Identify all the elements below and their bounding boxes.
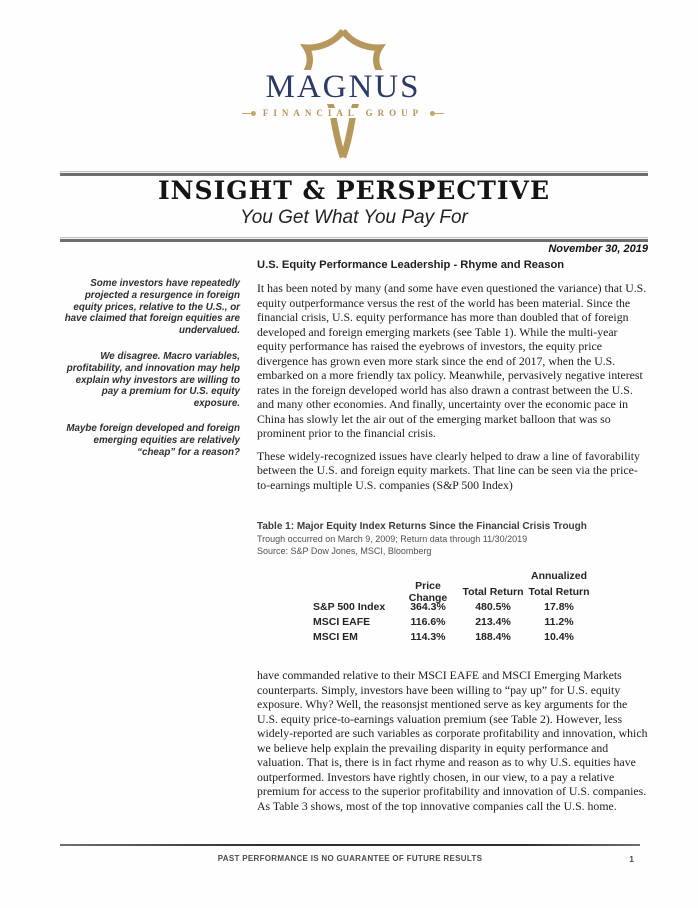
logo: [0, 26, 686, 162]
masthead-bottom-divider: [60, 237, 648, 242]
table-row: [313, 614, 649, 629]
table1-section: [257, 520, 649, 644]
issue-date: November 30, 2019: [548, 243, 648, 255]
ornament-right-icon: [430, 112, 444, 115]
pull-quote: We disagree. Macro variables, profitability, and innovation may help explain why investors are willing to pay a premium for U.S. equity exposure.: [66, 350, 240, 410]
row-value: 10.4%: [544, 630, 574, 643]
row-value: 480.5%: [475, 600, 511, 613]
newsletter-subtitle: You Get What You Pay For: [240, 207, 468, 228]
pull-quote: Some investors have repeatedly projected a resurgence in foreign equity prices, relative to the U.S., or have claimed that foreign equities are undervalued.: [64, 278, 240, 337]
logo-stack: [238, 26, 448, 162]
table-row: [313, 629, 649, 644]
table1-title: Table 1: Major Equity Index Returns Since the Financial Crisis Trough: [257, 521, 587, 532]
table1-grid: [313, 569, 649, 644]
row-value: 188.4%: [475, 630, 511, 643]
table1-subtitle: Trough occurred on March 9, 2009; Return data through 11/30/2019: [257, 534, 528, 544]
table1-col-header: Total Return: [462, 585, 524, 598]
ornament-left-icon: [242, 112, 256, 115]
newsletter-title: INSIGHT & PERSPECTIVE: [157, 176, 551, 205]
footer: [60, 844, 640, 863]
table1-source: Source: S&P Dow Jones, MSCI, Bloomberg: [257, 546, 432, 556]
article-paragraph: These widely-recognized issues have clearly helped to draw a line of favorability between the U.S. and foreign equity markets. That line can be seen via the price-to-earnings multiple U.S. companies (S&P 500 Index): [257, 448, 640, 492]
row-value: 116.6%: [410, 615, 446, 628]
table-row: [313, 599, 649, 614]
article-paragraph: have commanded relative to their MSCI EAFE and MSCI Emerging Markets counterparts. Simply, investors have been willing to “pay up” for U.S. equity exposure. Why? Well, the reasonsjst mentioned serve as key arguments for the U.S. equity price-to-earnings valuation premium (see Table 2). However, less widely-reported are such variables as corporate profitability and innovation, which we believe help explain the prevailing disparity in equity performance and valuation. That is, there is in fact rhyme and reason as to why U.S. equities have outperformed. Investors have rightly chosen, in our view, to a pay a relative premium for access to the superior profitability and innovation of U.S. companies. As Table 3 shows, most of the top innovative companies call the U.S. home.: [257, 668, 648, 813]
table1-col-header: Total Return: [528, 585, 590, 598]
page-number: 1: [629, 854, 634, 864]
table1-col-header: Price Change: [408, 579, 448, 604]
article-column: [257, 258, 649, 813]
footer-disclaimer: PAST PERFORMANCE IS NO GUARANTEE OF FUTURE RESULTS: [217, 854, 483, 863]
row-value: 11.2%: [544, 615, 574, 628]
logo-tagline-text: FINANCIAL GROUP: [262, 108, 424, 118]
row-value: 17.8%: [544, 600, 574, 613]
logo-tagline: [238, 108, 448, 118]
footer-divider: [60, 844, 640, 846]
logo-wordmark: MAGNUS: [258, 70, 427, 104]
pull-quote: Maybe foreign developed and foreign emerging equities are relatively “cheap” for a reason?: [66, 422, 240, 458]
row-value: 114.3%: [410, 630, 446, 643]
table1-header-row: [313, 579, 649, 604]
row-value: 364.3%: [410, 600, 446, 613]
sidebar: [56, 278, 240, 472]
row-value: 213.4%: [475, 615, 511, 628]
row-label: MSCI EAFE: [313, 615, 371, 628]
row-label: S&P 500 Index: [313, 600, 386, 613]
article-heading: U.S. Equity Performance Leadership - Rhyme and Reason: [257, 259, 565, 271]
article-paragraph: It has been noted by many (and some have even questioned the variance) that U.S. equity outperformance versus the rest of the world has been material. Since the financial crisis, U.S. equity performance has more than doubled that of foreign developed and foreign emerging markets (see Table 1). While the multi-year equity performance has raised the eyebrows of investors, the equity price divergence has grown even more stark since the end of 2017, when the U.S. embarked on a more friendly tax policy. Meanwhile, pervasively negative interest rates in the foreign developed world has also drawn a contrast between the U.S. and many other economies. And finally, uncertainty over the economic pace in China has slowly let the air out of the emerging market balloon that was so prominent prior to the financial crisis.: [257, 281, 647, 440]
table1-group-header-row: [313, 569, 649, 584]
row-label: MSCI EM: [313, 630, 358, 643]
table1-annualized-header: Annualized: [530, 570, 587, 582]
